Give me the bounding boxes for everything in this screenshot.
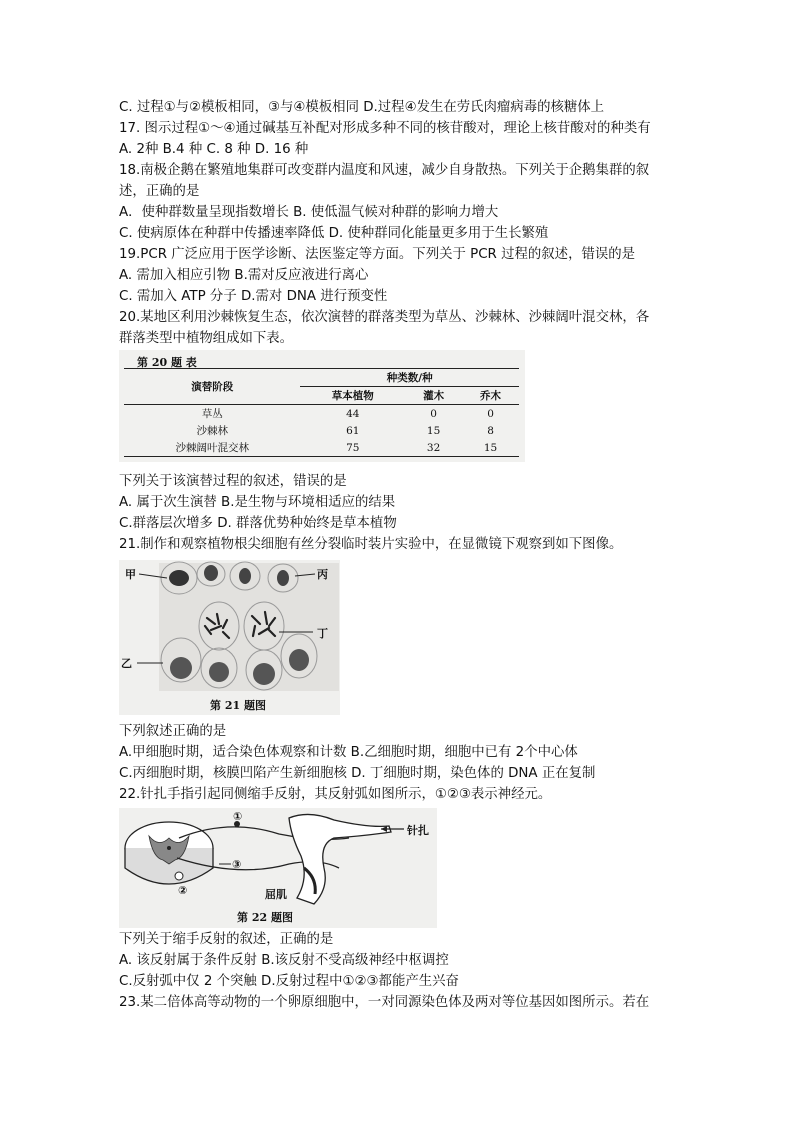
- table-row: [124, 405, 519, 423]
- table-cell: 61: [346, 424, 360, 437]
- figure-21-micrograph: [119, 560, 340, 715]
- table-cell-stage: 草丛: [201, 408, 223, 420]
- table-row: [124, 422, 519, 439]
- figure-22-label-pin: 针扎: [407, 824, 429, 837]
- question-17-options: A. 2种 B.4 种 C. 8 种 D. 16 种: [119, 142, 309, 157]
- question-20-option-cd: C.群落层次增多 D. 群落优势种始终是草本植物: [119, 516, 397, 531]
- question-21-stem: 下列叙述正确的是: [119, 724, 227, 739]
- table-header-group: 种类数/种: [300, 369, 519, 387]
- table-cell-stage: 沙棘阔叶混交林: [175, 442, 249, 454]
- table-row: [124, 439, 519, 457]
- table-cell-stage: 沙棘林: [196, 425, 228, 437]
- text-line: C. 过程①与②模板相同，③与④模板相同 D.过程④发生在劳氏肉瘤病毒的核糖体上: [119, 100, 605, 115]
- question-22-option-cd: C.反射弧中仅 2 个突触 D.反射过程中①②③都能产生兴奋: [119, 974, 459, 989]
- table-cell: 15: [483, 441, 498, 454]
- table-cell: 75: [346, 441, 360, 454]
- question-20-option-ab: A. 属于次生演替 B.是生物与环境相适应的结果: [119, 495, 396, 510]
- question-18-option-cd: C. 使病原体在种群中传播速率降低 D. 使种群同化能量更多用于生长繁殖: [119, 226, 549, 241]
- table-cell: 44: [346, 407, 360, 420]
- figure-22-label-muscle: 屈肌: [265, 888, 287, 901]
- figure-22-caption: 第 22 题图: [237, 911, 293, 924]
- figure-22-label-n1: ①: [233, 810, 243, 823]
- figure-21-label-ding: 丁: [317, 627, 328, 640]
- table-20-caption: 第 20 题 表: [137, 356, 197, 369]
- question-21-option-cd: C.丙细胞时期，核膜凹陷产生新细胞核 D. 丁细胞时期，染色体的 DNA 正在复制: [119, 766, 596, 781]
- question-17: 17. 图示过程①～④通过碱基互补配对形成多种不同的核苷酸对，理论上核苷酸对的种类有: [119, 121, 651, 136]
- question-19: 19.PCR 广泛应用于医学诊断、法医鉴定等方面。下列关于 PCR 过程的叙述，错误的是: [119, 247, 636, 262]
- question-22: 22.针扎手指引起同侧缩手反射，其反射弧如图所示，①②③表示神经元。: [119, 787, 552, 802]
- question-20-cont: 群落类型中植物组成如下表。: [119, 331, 294, 346]
- table-col-header: 乔木: [480, 390, 502, 402]
- table-col-header: 草本植物: [331, 390, 374, 402]
- table-cell: 15: [426, 424, 441, 437]
- question-23: 23.某二倍体高等动物的一个卵原细胞中，一对同源染色体及两对等位基因如图所示。若在: [119, 995, 650, 1010]
- table-cell: 32: [426, 441, 441, 454]
- figure-21-label-jia: 甲: [125, 568, 136, 581]
- question-18-option-ab: A．使种群数量呈现指数增长 B. 使低温气候对种群的影响力增大: [119, 205, 499, 220]
- question-20: 20.某地区利用沙棘恢复生态，依次演替的群落类型为草丛、沙棘林、沙棘阔叶混交林，各: [119, 310, 650, 325]
- question-20-stem: 下列关于该演替过程的叙述，错误的是: [119, 474, 347, 489]
- table-cell: 0: [430, 407, 437, 420]
- table-20: [124, 368, 519, 457]
- question-18-cont: 述，正确的是: [119, 184, 200, 199]
- question-19-option-cd: C. 需加入 ATP 分子 D.需对 DNA 进行预变性: [119, 289, 388, 304]
- figure-22-label-n2: ②: [178, 884, 188, 897]
- figure-21-label-bing: 丙: [317, 568, 328, 581]
- question-18: 18.南极企鹅在繁殖地集群可改变群内温度和风速，减少自身散热。下列关于企鹅集群的叙: [119, 163, 650, 178]
- table-header-stage: 演替阶段: [124, 369, 300, 405]
- figure-21-caption: 第 21 题图: [210, 699, 266, 712]
- figure-22-label-n3: ③: [232, 858, 242, 871]
- question-22-stem: 下列关于缩手反射的叙述，正确的是: [119, 932, 334, 947]
- question-21-option-ab: A.甲细胞时期，适合染色体观察和计数 B.乙细胞时期，细胞中已有 2个中心体: [119, 745, 578, 760]
- table-cell: 8: [487, 424, 494, 437]
- figure-21-label-yi: 乙: [121, 657, 132, 670]
- table-cell: 0: [487, 407, 494, 420]
- question-19-option-ab: A. 需加入相应引物 B.需对反应液进行离心: [119, 268, 369, 283]
- question-22-option-ab: A. 该反射属于条件反射 B.该反射不受高级神经中枢调控: [119, 953, 449, 968]
- question-21: 21.制作和观察植物根尖细胞有丝分裂临时装片实验中，在显微镜下观察到如下图像。: [119, 537, 623, 552]
- table-col-header: 灌木: [423, 390, 445, 402]
